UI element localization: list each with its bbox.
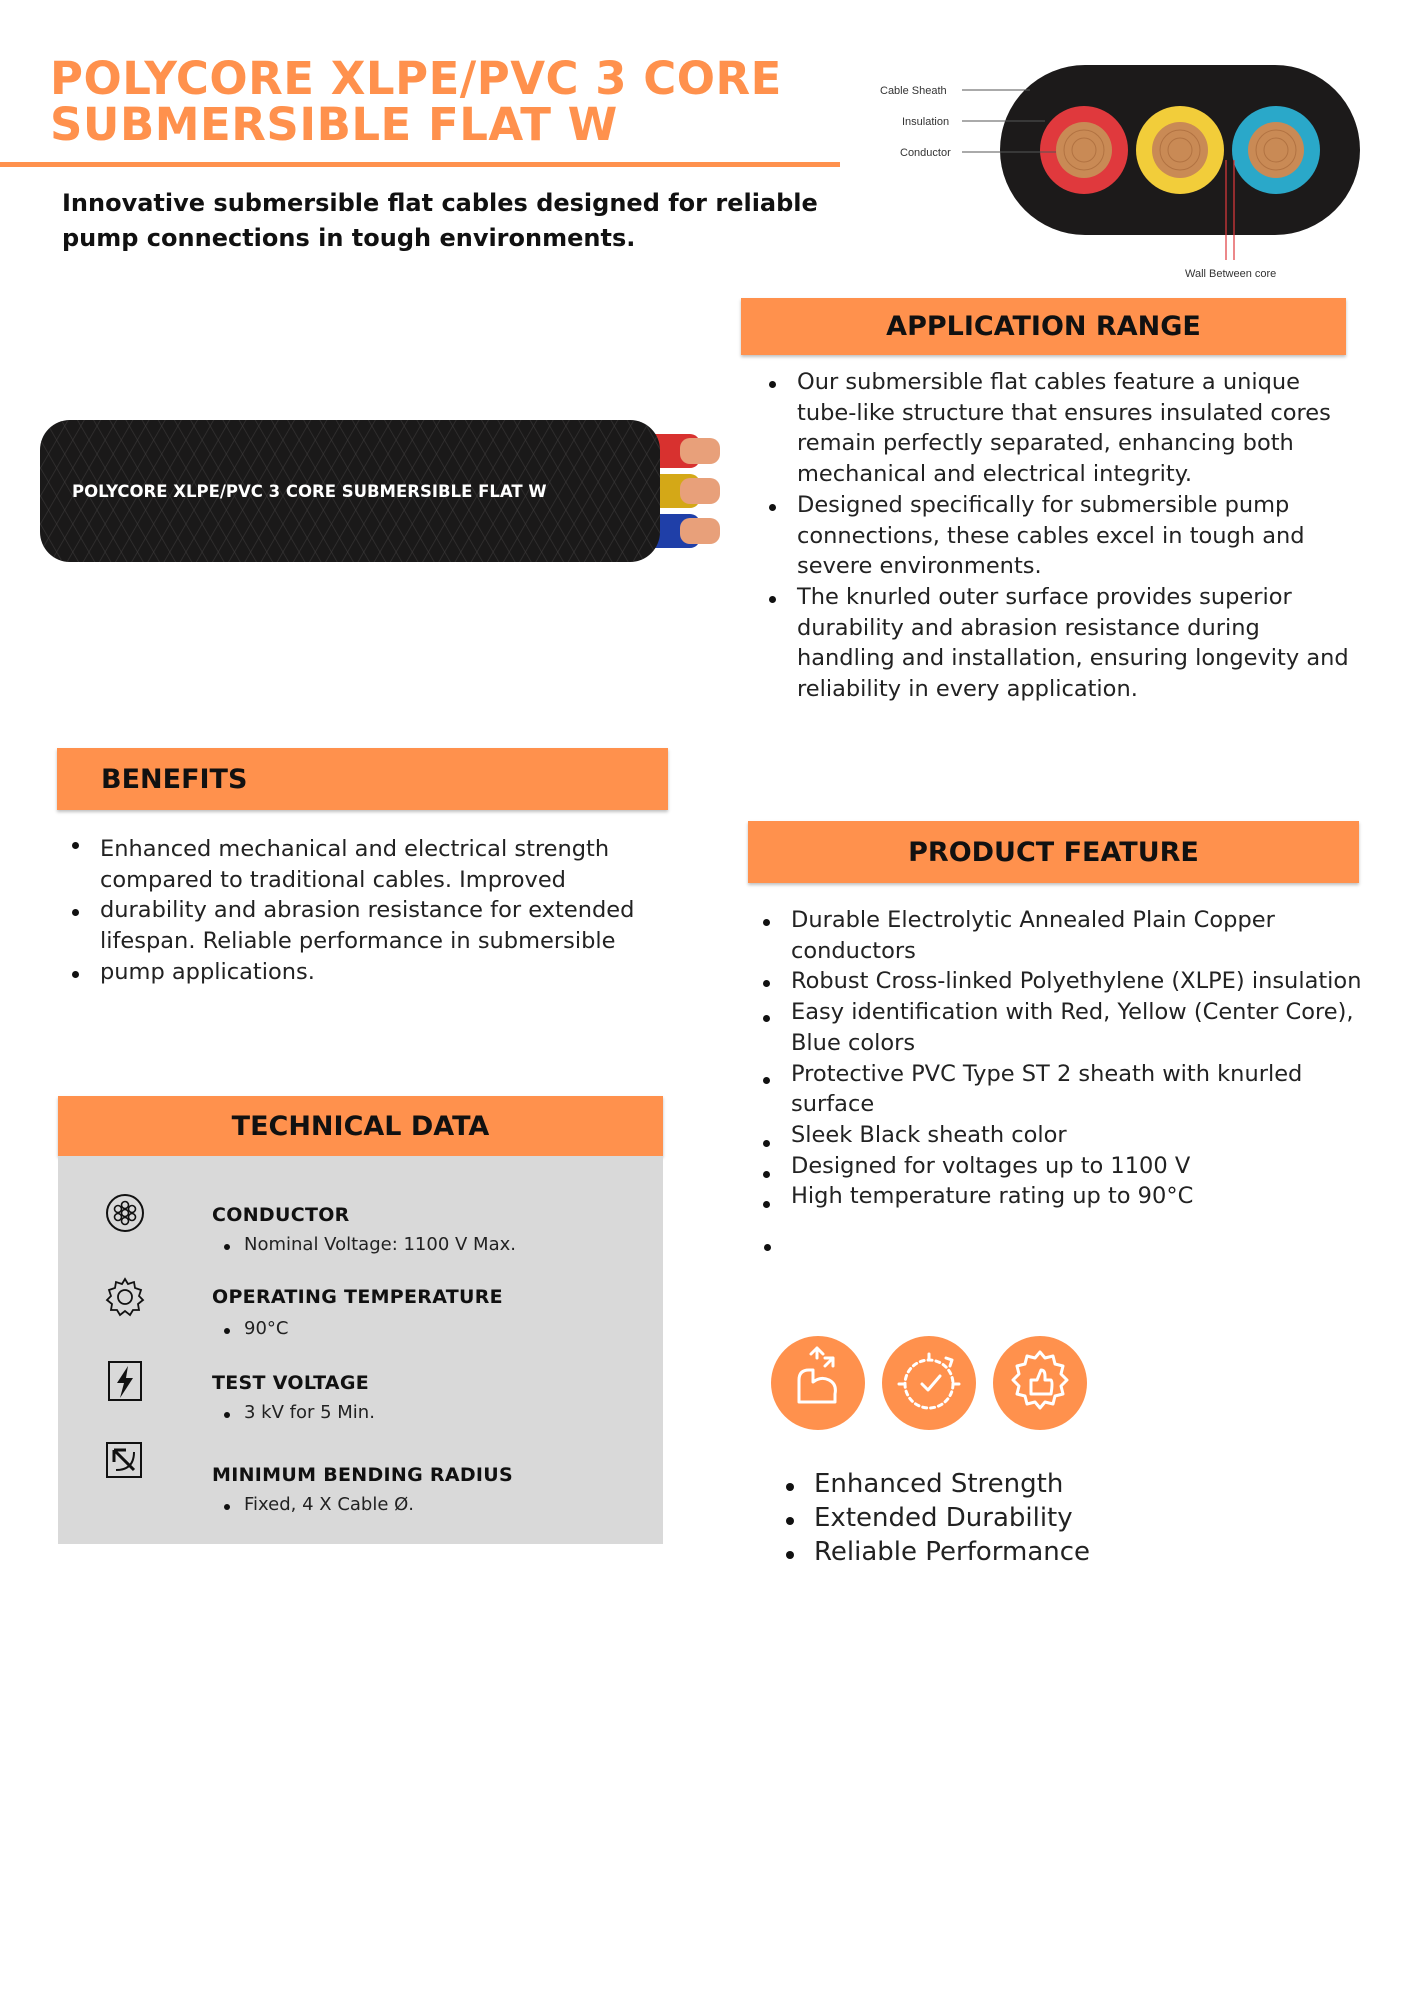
red-core-copper	[680, 438, 720, 464]
title-underline	[0, 162, 840, 167]
list-item: High temperature rating up to 90°C	[791, 1181, 1371, 1212]
tech-value-minimum-bending-radius: Fixed, 4 X Cable Ø.	[244, 1494, 414, 1515]
list-item: Designed for voltages up to 1100 V	[791, 1151, 1371, 1182]
label-conductor: Conductor	[900, 147, 951, 159]
list-item: Designed specifically for submersible pump connections, these cables excel in tough and severe environments.	[797, 490, 1357, 582]
list-item: Protective PVC Type ST 2 sheath with knurled surface	[791, 1059, 1371, 1120]
benefits-title: BENEFITS	[101, 763, 248, 795]
application-range-title: APPLICATION RANGE	[886, 311, 1201, 342]
tech-value-conductor: Nominal Voltage: 1100 V Max.	[244, 1234, 516, 1255]
list-item: Robust Cross-linked Polyethylene (XLPE) insulation	[791, 966, 1371, 997]
bending-arrow-icon	[104, 1440, 146, 1482]
yellow-core-copper	[680, 478, 720, 504]
product-feature-header	[748, 821, 1359, 883]
technical-data-panel	[58, 1156, 663, 1544]
application-range-header	[741, 298, 1346, 355]
page-subtitle: Innovative submersible flat cables designed for reliable pump connections in tough environments.	[62, 189, 818, 252]
list-item: durability and abrasion resistance for extended	[100, 895, 660, 926]
technical-data-title: TECHNICAL DATA	[231, 1110, 490, 1142]
label-insulation: Insulation	[902, 116, 950, 128]
tech-item-conductor	[104, 1192, 644, 1255]
application-range-list	[797, 367, 1357, 705]
list-item: The knurled outer surface provides superior durability and abrasion resistance during handling and installation, ensuring longevity and reliability in every application.	[797, 582, 1357, 705]
label-wall-between-core: Wall Between core	[1185, 268, 1277, 280]
tech-item-operating-temperature	[104, 1276, 644, 1339]
gear-icon	[104, 1276, 146, 1318]
list-item: Our submersible flat cables feature a unique tube-like structure that ensures insulated cores remain perfectly separated, enhancing both mechanical and electrical integrity.	[797, 367, 1357, 490]
list-item: pump applications.	[100, 957, 660, 988]
list-item: Enhanced mechanical and electrical strength	[100, 834, 660, 865]
durability-clock-icon	[882, 1336, 976, 1430]
lightning-icon	[104, 1360, 146, 1402]
highlights-list	[814, 1467, 1214, 1569]
list-item: Easy identification with Red, Yellow (Center Core), Blue colors	[791, 997, 1371, 1058]
benefits-header	[57, 748, 668, 810]
list-item: Extended Durability	[814, 1501, 1214, 1535]
tech-head-minimum-bending-radius: MINIMUM BENDING RADIUS	[212, 1464, 514, 1486]
cable-cross-section-diagram	[880, 60, 1360, 290]
tech-item-test-voltage	[104, 1360, 644, 1423]
list-item: lifespan. Reliable performance in submersible	[100, 928, 616, 955]
page-title	[50, 52, 830, 151]
tech-value-test-voltage: 3 kV for 5 Min.	[244, 1402, 375, 1423]
tech-head-operating-temperature: OPERATING TEMPERATURE	[212, 1286, 503, 1308]
cable-print-label: POLYCORE XLPE/PVC 3 CORE SUBMERSIBLE FLAT W	[72, 482, 547, 501]
tech-item-minimum-bending-radius	[104, 1440, 644, 1515]
technical-data-header	[58, 1096, 663, 1156]
product-feature-list	[791, 905, 1371, 1212]
product-feature-title: PRODUCT FEATURE	[908, 836, 1199, 868]
tech-head-test-voltage: TEST VOLTAGE	[212, 1372, 370, 1394]
blue-core-copper	[680, 518, 720, 544]
performance-gear-thumb-icon	[993, 1336, 1087, 1430]
list-item: Reliable Performance	[814, 1535, 1214, 1569]
list-item: Durable Electrolytic Annealed Plain Copper conductors	[791, 905, 1371, 966]
benefits-list	[100, 834, 660, 988]
tech-head-conductor: CONDUCTOR	[212, 1204, 350, 1226]
cable-product-image	[40, 412, 740, 572]
empty-bullet	[764, 1244, 771, 1251]
list-item: Enhanced Strength	[814, 1467, 1214, 1501]
tech-value-operating-temperature: 90°C	[244, 1318, 288, 1339]
list-item: compared to traditional cables. Improved	[100, 866, 566, 893]
title-line-1: POLYCORE XLPE/PVC 3 CORE	[50, 52, 782, 105]
list-item: Sleek Black sheath color	[791, 1120, 1371, 1151]
title-line-2: SUBMERSIBLE FLAT W	[50, 98, 618, 151]
conductor-strands-icon	[104, 1192, 146, 1234]
label-cable-sheath: Cable Sheath	[880, 85, 947, 97]
strength-arm-icon	[771, 1336, 865, 1430]
